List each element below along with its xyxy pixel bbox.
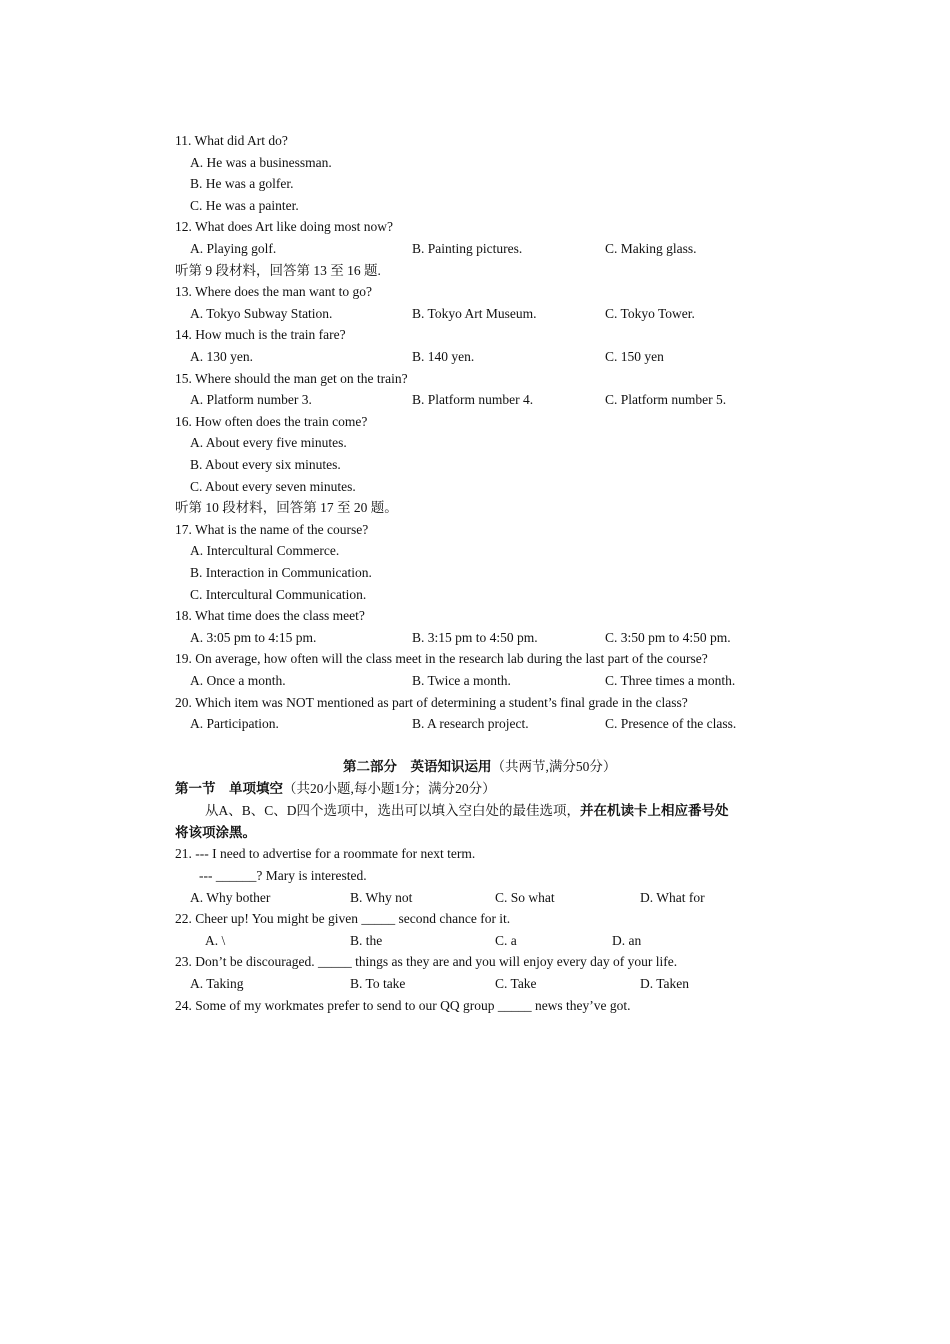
option-d: D. What for xyxy=(640,890,705,905)
option-c: C. 3:50 pm to 4:50 pm. xyxy=(605,630,731,645)
question-line: 12. What does Art like doing most now? xyxy=(175,219,393,234)
answer-option: A. He was a businessman. xyxy=(190,155,332,170)
answer-option: B. Interaction in Communication. xyxy=(190,565,372,580)
question-24: 24. Some of my workmates prefer to send to our QQ group _____ news they’ve got. xyxy=(175,998,631,1013)
option-a: A. 130 yen. xyxy=(190,349,253,364)
answer-option: C. About every seven minutes. xyxy=(190,479,356,494)
question-line: 17. What is the name of the course? xyxy=(175,522,369,537)
option-b: B. A research project. xyxy=(412,716,529,731)
option-b: B. 140 yen. xyxy=(412,349,475,364)
option-b: B. Tokyo Art Museum. xyxy=(412,306,537,321)
option-b: B. Twice a month. xyxy=(412,673,511,688)
answer-option: B. About every six minutes. xyxy=(190,457,341,472)
option-a: A. Participation. xyxy=(190,716,279,731)
option-a: A. Playing golf. xyxy=(190,241,277,256)
instructions-bold: 并在机读卡上相应番号处 xyxy=(580,803,729,818)
option-c: C. Presence of the class. xyxy=(605,716,737,731)
option-d: D. an xyxy=(612,933,642,948)
question-line: 听第 9 段材料，回答第 13 至 16 题. xyxy=(175,263,381,278)
option-c: C. Platform number 5. xyxy=(605,392,727,407)
answer-option: B. He was a golfer. xyxy=(190,176,294,191)
question-line: 15. Where should the man get on the train? xyxy=(175,371,408,386)
answer-option: A. Intercultural Commerce. xyxy=(190,543,340,558)
option-c: C. Take xyxy=(495,976,537,991)
question-22: 22. Cheer up! You might be given _____ second chance for it. xyxy=(175,911,511,926)
question-21-reply: --- ______? Mary is interested. xyxy=(199,868,367,883)
option-b: B. Why not xyxy=(350,890,413,905)
question-line: 14. How much is the train fare? xyxy=(175,327,346,342)
option-c: C. Tokyo Tower. xyxy=(605,306,695,321)
question-line: 听第 10 段材料，回答第 17 至 20 题。 xyxy=(175,500,398,515)
option-d: D. Taken xyxy=(640,976,690,991)
instructions-line-1 xyxy=(205,802,729,820)
option-c: C. a xyxy=(495,933,517,948)
option-b: B. the xyxy=(350,933,383,948)
option-b: B. 3:15 pm to 4:50 pm. xyxy=(412,630,538,645)
question-line: 11. What did Art do? xyxy=(175,133,288,148)
option-a: A. Tokyo Subway Station. xyxy=(190,306,333,321)
option-a: A. 3:05 pm to 4:15 pm. xyxy=(190,630,317,645)
option-c: C. Three times a month. xyxy=(605,673,736,688)
answer-option: C. He was a painter. xyxy=(190,198,299,213)
option-a: A. \ xyxy=(205,933,226,948)
option-b: B. Platform number 4. xyxy=(412,392,534,407)
part2-title-bold: 第二部分 英语知识运用 xyxy=(343,759,492,774)
option-c: C. Making glass. xyxy=(605,241,697,256)
instructions-line-2 xyxy=(175,824,256,842)
option-a: A. Platform number 3. xyxy=(190,392,312,407)
question-line: 13. Where does the man want to go? xyxy=(175,284,372,299)
option-c: C. So what xyxy=(495,890,555,905)
option-b: B. Painting pictures. xyxy=(412,241,523,256)
question-line: 20. Which item was NOT mentioned as part of determining a student’s final grade in the class? xyxy=(175,695,688,710)
part2-title-rest: （共两节,满分50分） xyxy=(491,759,617,774)
option-a: A. Why bother xyxy=(190,890,271,905)
question-21: 21. --- I need to advertise for a roommate for next term. xyxy=(175,846,476,861)
instructions-text: 从A、B、C、D四个选项中，选出可以填入空白处的最佳选项， xyxy=(205,803,581,818)
option-a: A. Taking xyxy=(190,976,244,991)
option-b: B. To take xyxy=(350,976,406,991)
question-line: 19. On average, how often will the class meet in the research lab during the last part of the course? xyxy=(175,651,708,666)
section1-heading xyxy=(175,780,496,798)
option-c: C. 150 yen xyxy=(605,349,664,364)
answer-option: A. About every five minutes. xyxy=(190,435,347,450)
question-line: 16. How often does the train come? xyxy=(175,414,368,429)
part2-title xyxy=(343,758,616,776)
question-23: 23. Don’t be discouraged. _____ things as they are and you will enjoy every day of your life. xyxy=(175,954,678,969)
section1-heading-bold: 第一节 单项填空 xyxy=(175,781,283,796)
section1-heading-rest: （共20小题,每小题1分；满分20分） xyxy=(283,781,496,796)
answer-option: C. Intercultural Communication. xyxy=(190,587,367,602)
option-a: A. Once a month. xyxy=(190,673,286,688)
instructions-bold-2: 将该项涂黑。 xyxy=(175,825,256,840)
question-line: 18. What time does the class meet? xyxy=(175,608,365,623)
